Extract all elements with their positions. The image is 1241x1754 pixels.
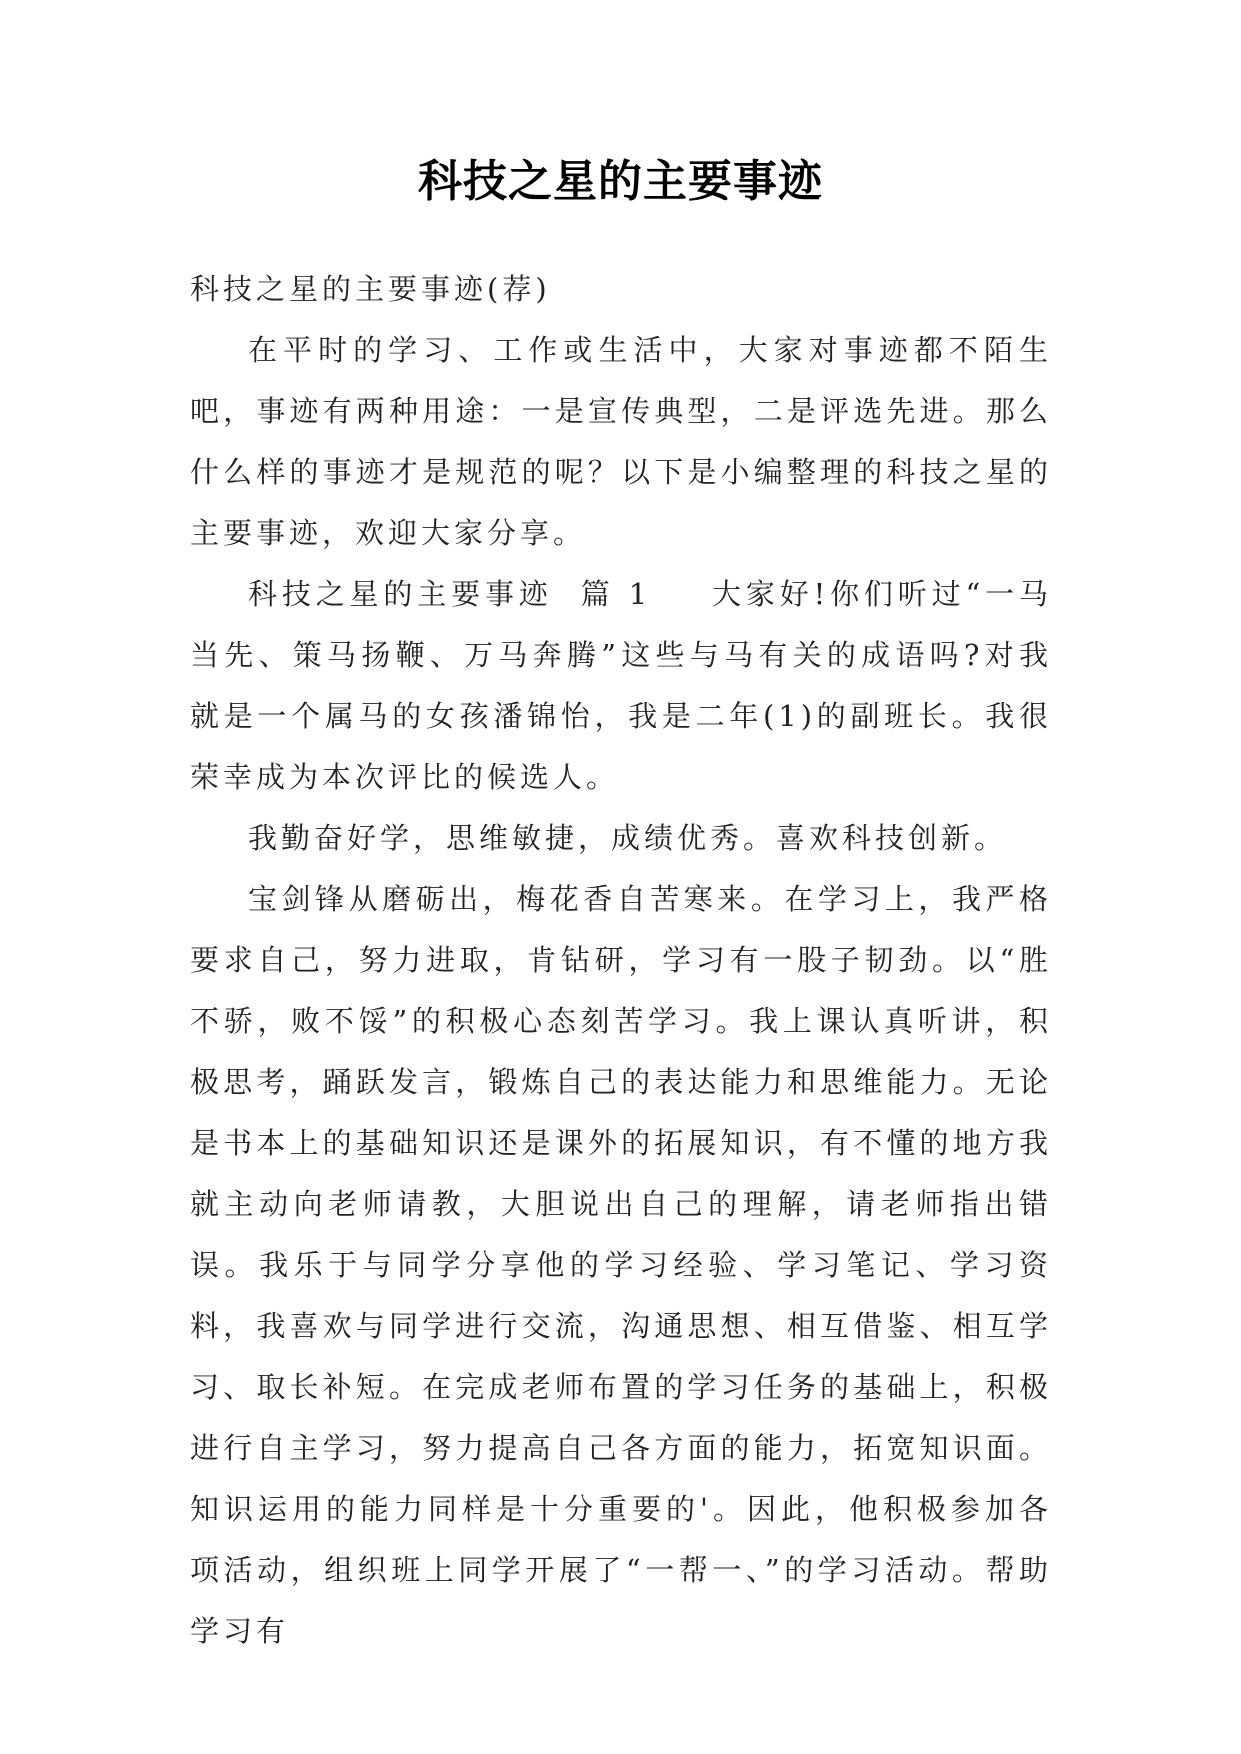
paragraph-3: 宝剑锋从磨砺出，梅花香自苦寒来。在学习上，我严格要求自己，努力进取，肯钻研，学习有一股子韧劲。以“胜不骄，败不馁”的积极心态刻苦学习。我上课认真听讲，积极思考，踊跃发言，锻炼自己的表达能力和思维能力。无论是书本上的基础知识还是课外的拓展知识，有不懂的地方我就主动向老师请教，大胆说出自己的理解，请老师指出错误。我乐于与同学分享他的学习经验、学习笔记、学习资料，我喜欢与同学进行交流，沟通思想、相互借鉴、相互学习、取长补短。在完成老师布置的学习任务的基础上，积极进行自主学习，努力提高自己各方面的能力，拓宽知识面。知识运用的能力同样是十分重要的'。因此，他积极参加各项活动，组织班上同学开展了“一帮一、”的学习活动。帮助学习有 [190,882,1052,1648]
document-body [190,259,1052,1662]
paragraph-2: 我勤奋好学，思维敏捷，成绩优秀。喜欢科技创新。 [248,821,1008,855]
intro-paragraph: 在平时的学习、工作或生活中，大家对事迹都不陌生吧，事迹有两种用途：一是宣传典型，二是评选先进。那么什么样的事迹才是规范的呢？以下是小编整理的科技之星的主要事迹，欢迎大家分享。 [190,333,1052,550]
section-intro: 大家好!你们听过“一马当先、策马扬鞭、万马奔腾”这些与马有关的成语吗?对我就是一个属马的女孩潘锦怡，我是二年(1)的副班长。我很荣幸成为本次评比的候选人。 [190,577,1053,794]
section-heading: 科技之星的主要事迹 篇 1 [248,577,652,611]
document-subtitle: 科技之星的主要事迹(荐) [190,272,551,306]
document-title: 科技之星的主要事迹 [418,156,823,207]
section-paragraph [190,564,1052,808]
